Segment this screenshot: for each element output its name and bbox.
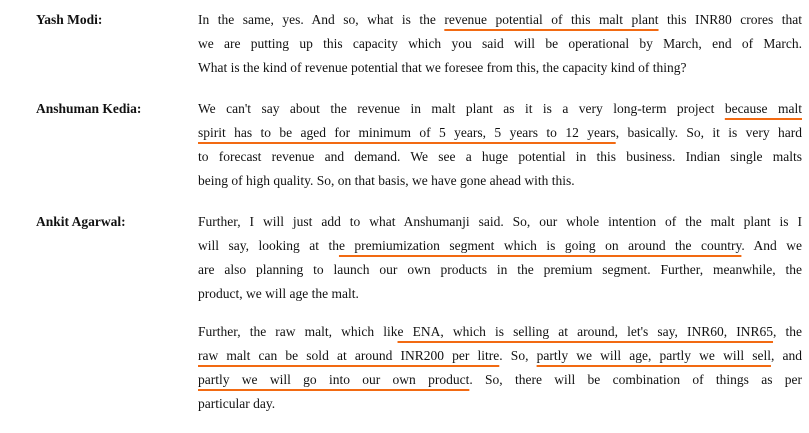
text-segment: . So, (499, 348, 537, 363)
text-segment: , basically. So, it is very hard (615, 125, 802, 140)
text-line (198, 8, 802, 32)
highlighted-phrase: partly we will go into our own product (198, 372, 470, 387)
text-line (198, 392, 802, 416)
speaker-name: Yash Modi: (36, 12, 103, 27)
statement-paragraph (198, 210, 802, 306)
text-line (198, 368, 802, 392)
text-segment: . So, there will be combination of things as per (469, 372, 803, 387)
text-segment: Further, I will just add to what Anshumanji said. So, our whole intention of the malt plant is I (198, 214, 802, 229)
text-segment: will say, looking at th (198, 238, 339, 253)
highlighted-phrase: because malt (724, 101, 802, 116)
text-line (198, 258, 802, 282)
text-line (198, 320, 802, 344)
text-line (198, 121, 802, 145)
text-segment: product, we will age the malt. (198, 286, 359, 301)
text-segment: . And we (741, 238, 803, 253)
text-line (198, 169, 802, 193)
highlighted-phrase: raw malt can be sold at around INR200 per litre (198, 348, 500, 363)
highlighted-phrase: e premiumization segment which is going on around the country (338, 238, 742, 253)
text-line (198, 32, 802, 56)
text-segment: We can't say about the revenue in malt plant as it is a very long-term project (198, 101, 725, 116)
text-segment: What is the kind of revenue potential that we foresee from this, the capacity kind of thing? (198, 60, 687, 75)
text-segment: we are putting up this capacity which you said will be operational by March, end of March. (198, 36, 802, 51)
text-segment: particular day. (198, 396, 276, 411)
text-segment: to forecast revenue and demand. We see a huge potential in this business. Indian single malts (198, 149, 802, 164)
text-line (198, 145, 802, 169)
text-segment: , the (773, 324, 803, 339)
text-segment: this INR80 crores that (658, 12, 802, 27)
highlighted-phrase: spirit has to be aged for minimum of 5 years, 5 years to 12 years (198, 125, 616, 140)
text-segment: are also planning to launch our own products in the premium segment. Further, meanwhile, the (198, 262, 802, 277)
highlighted-phrase: revenue potential of this malt plant (444, 12, 659, 27)
text-line (198, 344, 802, 368)
text-segment: being of high quality. So, on that basis, we have gone ahead with this. (198, 173, 575, 188)
text-segment: , and (770, 348, 802, 363)
speaker-name: Anshuman Kedia: (36, 101, 142, 116)
statement-paragraph (198, 97, 802, 193)
text-segment: In the same, yes. And so, what is the (198, 12, 445, 27)
text-segment: Further, the raw malt, which lik (198, 324, 398, 339)
text-line (198, 210, 802, 234)
statement-paragraph (198, 8, 802, 80)
text-line (198, 282, 802, 306)
text-line (198, 234, 802, 258)
text-line (198, 56, 802, 80)
highlighted-phrase: partly we will age, partly we will sell (536, 348, 771, 363)
statement-paragraph (198, 320, 802, 416)
text-line (198, 97, 802, 121)
highlighted-phrase: e ENA, which is selling at around, let's say, INR60, INR65 (397, 324, 774, 339)
speaker-name: Ankit Agarwal: (36, 214, 126, 229)
